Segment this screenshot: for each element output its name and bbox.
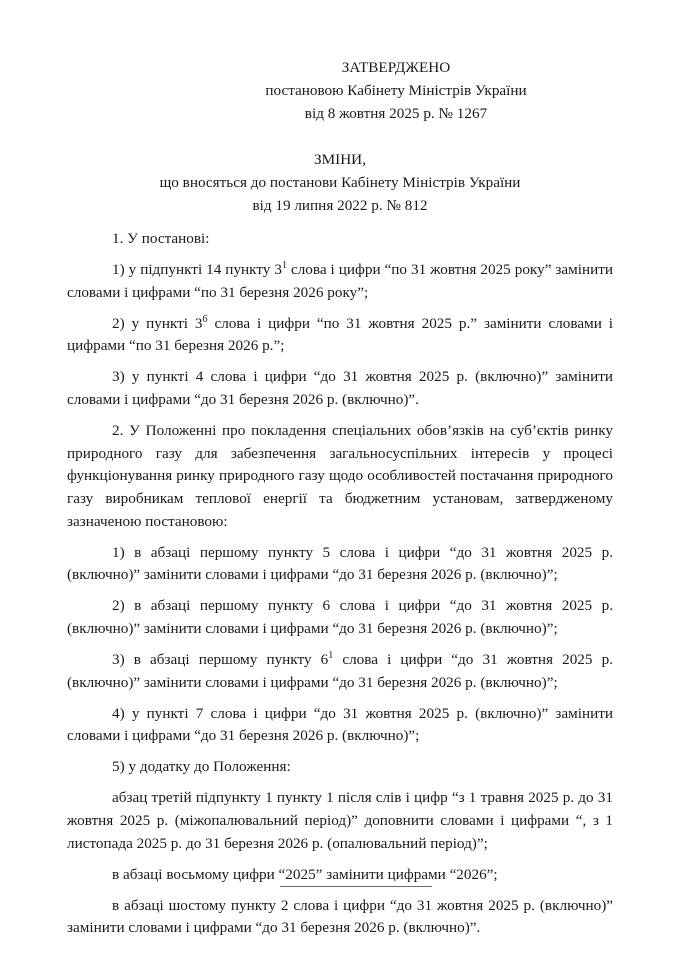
paragraph-2-item-4: 4) у пункті 7 слова і цифри “до 31 жовтня 2025 р. (включно)” замінити словами і цифрами “до 31 березня 2026 р. (включно)”; <box>67 704 613 745</box>
paragraph-1-item-1-text-b: слова і цифри “по 31 жовтня 2025 року” замінити словами і цифрами “по 31 березня 2026 року”; <box>67 261 614 301</box>
approval-date-number: від 8 жовтня 2025 р. № 1267 <box>304 105 488 122</box>
footer-separator-rule <box>280 886 432 887</box>
paragraph-2-item-5-sub-a: абзац третій підпункту 1 пункту 1 після слів і цифр “з 1 травня 2025 р. до 31 жовтня 2025 р. (міжопалювальний період)” доповнити словами і цифрами “, з 1 листопада 2025 р. до 31 березня 2026 р. (опалювальний період)”; <box>67 789 613 852</box>
paragraph-1-item-1-superscript: 1 <box>281 260 287 272</box>
paragraph-2-item-2: 2) в абзаці першому пункту 6 слова і цифри “до 31 жовтня 2025 р. (включно)” замінити словами і цифрами “до 31 березня 2026 р. (включно)”; <box>67 597 613 637</box>
paragraph-2-intro: 2. У Положенні про покладення спеціальних обов’язків на суб’єктів ринку природного газу для забезпечення загальносуспільних інтересів у процесі функціонування ринку природного газу щодо особливостей постачання природного газу виробникам теплової енергії та бюджетним установам, затвердженому зазначеною постановою: <box>67 422 613 530</box>
paragraph-1-item-2-superscript: 6 <box>202 313 208 325</box>
paragraph-1-item-1 <box>67 259 613 304</box>
approval-heading: ЗАТВЕРДЖЕНО <box>341 59 451 76</box>
paragraph-2-item-3-superscript: 1 <box>328 649 334 661</box>
paragraph-1-item-1-text-a: 1) у підпункті 14 пункту 3 <box>112 261 282 279</box>
approval-block <box>67 56 613 125</box>
paragraph-1-item-3: 3) у пункті 4 слова і цифри “до 31 жовтня 2025 р. (включно)” замінити словами і цифрами “до 31 березня 2026 р. (включно)”. <box>67 368 613 409</box>
paragraph-1-item-2-text-a: 2) у пункті 3 <box>112 314 203 332</box>
document-title: ЗМІНИ, <box>314 151 366 168</box>
approval-authority: постановою Кабінету Міністрів України <box>265 82 527 99</box>
paragraph-2-item-3 <box>67 649 613 694</box>
document-subtitle: що вносяться до постанови Кабінету Міністрів України <box>159 174 521 191</box>
document-title-block <box>67 148 613 217</box>
paragraph-2-item-3-text-b: слова і цифри “до 31 жовтня 2025 р. (включно)” замінити словами і цифрами “до 31 березня 2026 р. (включно)”; <box>67 651 613 691</box>
paragraph-1-item-2-text-b: слова і цифри “по 31 жовтня 2025 р.” замінити словами і цифрами “по 31 березня 2026 р.”; <box>67 314 613 355</box>
paragraph-2-item-5-sub-b: в абзаці восьмому цифри “2025” замінити цифрами “2026”; <box>112 865 498 883</box>
document-body <box>67 228 613 940</box>
document-reference-date: від 19 липня 2022 р. № 812 <box>252 197 428 214</box>
paragraph-2-item-3-text-a: 3) в абзаці першому пункту 6 <box>112 651 329 668</box>
paragraph-2-item-1: 1) в абзаці першому пункту 5 слова і цифри “до 31 жовтня 2025 р. (включно)” замінити словами і цифрами “до 31 березня 2026 р. (включно)”; <box>67 543 613 584</box>
paragraph-1-item-2 <box>67 313 613 358</box>
paragraph-2-item-5: 5) у додатку до Положення: <box>112 758 291 776</box>
paragraph-2-item-5-sub-c: в абзаці шостому пункту 2 слова і цифри “до 31 жовтня 2025 р. (включно)” замінити словами і цифрами “до 31 березня 2026 р. (включно)”. <box>67 896 613 937</box>
paragraph-1-intro: 1. У постанові: <box>112 230 210 247</box>
